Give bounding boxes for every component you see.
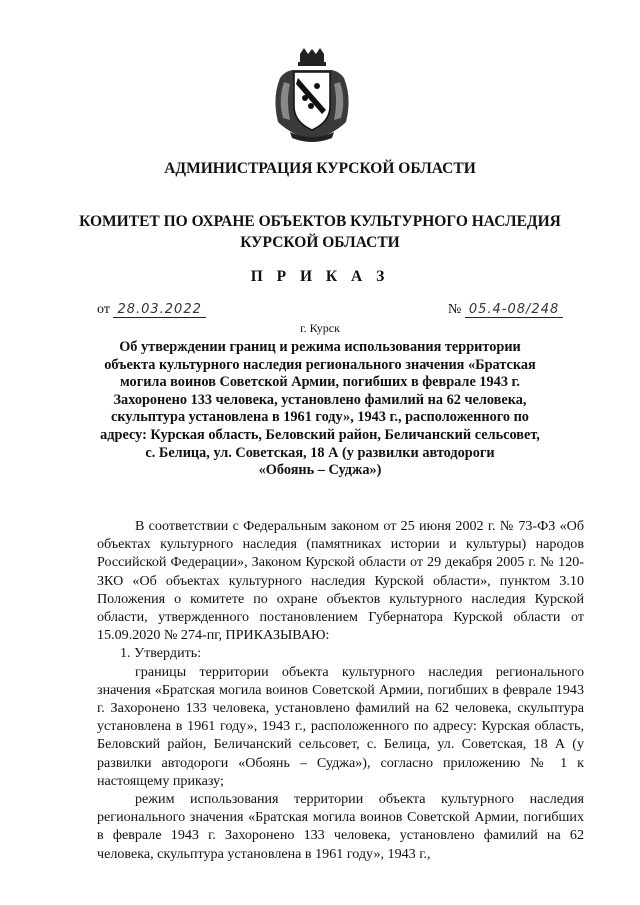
order-title xyxy=(80,339,560,480)
committee-name-line-1: КОМИТЕТ ПО ОХРАНЕ ОБЪЕКТОВ КУЛЬТУРНОГО НАСЛЕДИЯ xyxy=(79,213,561,230)
clause-1-heading: 1. Утвердить: xyxy=(120,645,202,662)
title-line: могила воинов Советской Армии, погибших в феврале 1943 г. xyxy=(120,374,520,391)
clause-1-regime-paragraph: режим использования территории объекта культурного наследия регионального значения «Братская могила воинов Советской Армии, погибших в феврале 1943 г. Захоронено 133 человека, установлено фамилий на 62 человека, скульптура установлена в 1961 году», 1943 г., xyxy=(97,791,584,862)
title-line: с. Белица, ул. Советская, 18 А (у развилки автодороги xyxy=(145,444,495,461)
title-line: Об утверждении границ и режима использования территории xyxy=(119,339,521,355)
order-number xyxy=(448,302,563,318)
date-prefix: от xyxy=(97,302,110,317)
committee-name xyxy=(0,211,640,253)
number-prefix: № xyxy=(448,302,462,317)
clause-1-boundaries-paragraph: границы территории объекта культурного наследия регионального значения «Братская могила воинов Советской Армии, погибших в феврале 1943 г. Захоронено 133 человека, установлено фамилий на 62 человека, скульптура установлена в 1961 году», 1943 г., расположенного по адресу: Курская область, Беловский район, Беличанский сельсовет, с. Белица, ул. Советская, 18 А (у развилки автодороги «Обоянь – Суджа»), согласно приложению № 1 к настоящему приказу; xyxy=(97,663,584,789)
order-date xyxy=(97,302,206,318)
title-line: объекта культурного наследия регионального значения «Братская xyxy=(104,356,536,373)
handwritten-number: 05.4-08/248 xyxy=(465,302,563,318)
committee-name-line-2: КУРСКОЙ ОБЛАСТИ xyxy=(240,234,400,251)
title-line: Захоронено 133 человека, установлено фамилий на 62 человека, xyxy=(113,391,527,408)
title-line: скульптура установлена в 1961 году», 1943 г., расположенного по xyxy=(111,409,529,426)
title-line: адресу: Курская область, Беловский район, Беличанский сельсовет, xyxy=(100,426,540,443)
city-label: г. Курск xyxy=(300,321,340,335)
administration-name: АДМИНИСТРАЦИЯ КУРСКОЙ ОБЛАСТИ xyxy=(164,160,476,177)
order-body xyxy=(97,517,584,863)
document-type-heading: П Р И К А З xyxy=(250,268,390,285)
preamble-paragraph: В соответствии с Федеральным законом от 25 июня 2002 г. № 73-ФЗ «Об объектах культурного наследия (памятниках истории и культуры) народов Российской Федерации», Законом Курской области от 29 декабря 2005 г. № 120-ЗКО «Об объектах культурного наследия Курской области», пунктом 3.10 Положения о комитете по охране объектов культурного наследия Курской области, утвержденного постановлением Губернатора Курской области от 15.09.2020 № 274-пг, ПРИКАЗЫВАЮ: xyxy=(97,518,584,644)
coat-of-arms-emblem xyxy=(270,48,354,142)
handwritten-date: 28.03.2022 xyxy=(113,302,205,318)
title-line: «Обоянь – Суджа») xyxy=(258,462,382,479)
